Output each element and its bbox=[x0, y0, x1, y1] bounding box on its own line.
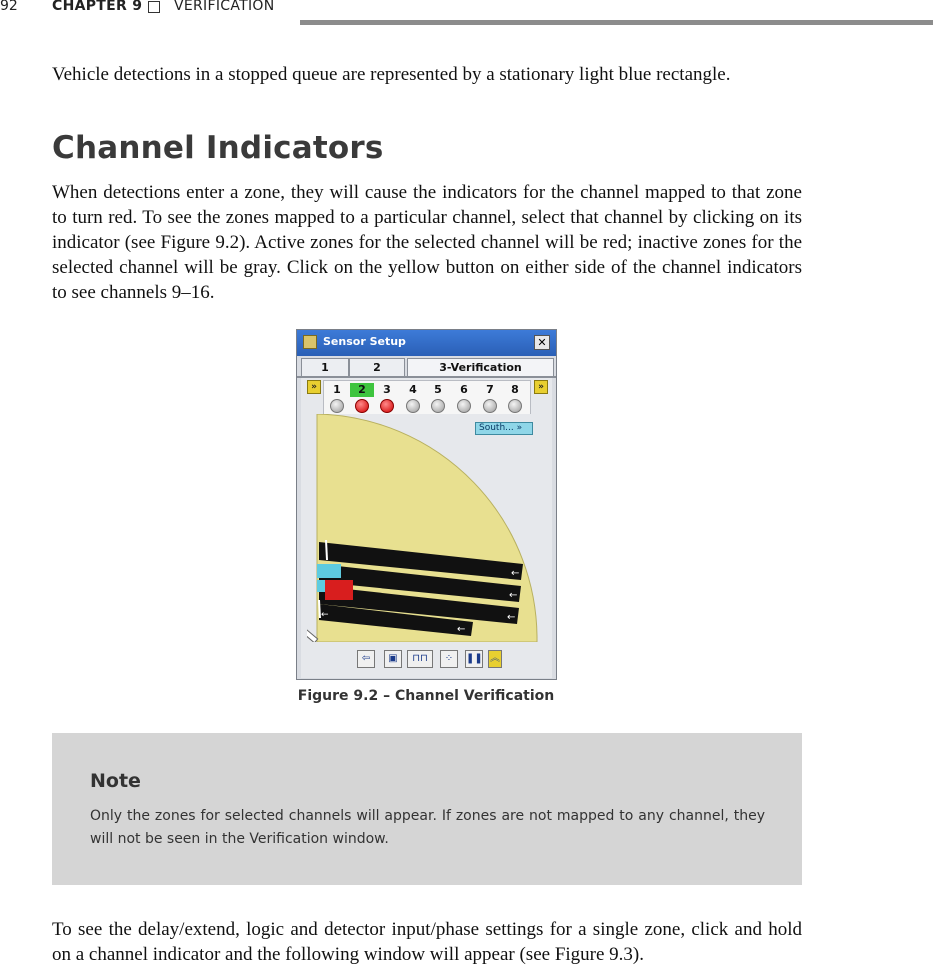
channel-6-led-icon bbox=[457, 399, 471, 413]
waveform-icon[interactable]: ⊓⊓ bbox=[407, 650, 433, 668]
channel-2-indicator[interactable] bbox=[350, 383, 374, 415]
section-heading: Channel Indicators bbox=[52, 130, 384, 166]
channel-1-led-icon bbox=[330, 399, 344, 413]
channel-7-label: 7 bbox=[486, 383, 494, 396]
save-icon[interactable]: ▣ bbox=[384, 650, 402, 668]
channel-7-led-icon bbox=[483, 399, 497, 413]
channel-4-indicator[interactable] bbox=[401, 383, 425, 415]
channel-3-led-icon bbox=[380, 399, 394, 413]
lane-1-arrow-icon: ← bbox=[511, 568, 520, 579]
channel-8-indicator[interactable] bbox=[503, 383, 527, 415]
channel-8-led-icon bbox=[508, 399, 522, 413]
channel-6-label: 6 bbox=[460, 383, 468, 396]
window-titlebar bbox=[297, 330, 556, 356]
separator-box-icon bbox=[148, 1, 160, 13]
lane-4-left-arrow-icon: ← bbox=[321, 610, 329, 620]
tab-2[interactable]: 2 bbox=[349, 358, 405, 376]
channel-7-indicator[interactable] bbox=[478, 383, 502, 415]
queue-detection-lane-1 bbox=[317, 564, 341, 578]
channel-page-right-button[interactable]: » bbox=[534, 380, 548, 394]
radar-view bbox=[307, 414, 549, 642]
note-box bbox=[52, 733, 802, 885]
channel-page-left-button[interactable]: » bbox=[307, 380, 321, 394]
figure-caption-text: Figure 9.2 – Channel Verification bbox=[297, 688, 555, 704]
active-detection-lane-2 bbox=[325, 580, 353, 600]
chevron-icon[interactable]: ︽ bbox=[488, 650, 502, 668]
channel-1-indicator[interactable] bbox=[325, 383, 349, 415]
body-paragraph: When detections enter a zone, they will cause the indicators for the channel mapped to that zone to turn red. To see the zones mapped to a particular channel, select that channel by clicking on its indicator (see Figure 9.2). Active zones for the selected channel will be red; inactive zones for the selected channel will be gray. Click on the yellow button on either side of the channel indicators to see channels 9–16. bbox=[52, 182, 802, 303]
channel-6-indicator[interactable] bbox=[452, 383, 476, 415]
page-header bbox=[0, 0, 933, 24]
grid-icon[interactable]: ⁘ bbox=[440, 650, 458, 668]
lane-2-arrow-icon: ← bbox=[509, 590, 518, 601]
channel-3-indicator[interactable] bbox=[375, 383, 399, 415]
channel-5-led-icon bbox=[431, 399, 445, 413]
stop-bar-2 bbox=[319, 600, 320, 618]
channel-3-label: 3 bbox=[383, 383, 391, 396]
note-text: Only the zones for selected channels will appear. If zones are not mapped to any channel, they will not be seen in the Verification window. bbox=[90, 808, 765, 847]
tab-verification[interactable]: 3-Verification bbox=[407, 358, 554, 376]
radar-view-graphic bbox=[307, 414, 549, 642]
bottom-toolbar bbox=[357, 648, 507, 670]
channel-indicator-row bbox=[323, 380, 531, 416]
app-icon bbox=[303, 335, 317, 349]
page-number: 92 bbox=[0, 0, 18, 14]
back-arrow-icon[interactable]: ⇦ bbox=[357, 650, 375, 668]
figure-sensor-setup-window bbox=[296, 329, 557, 680]
channel-4-led-icon bbox=[406, 399, 420, 413]
window-title: Sensor Setup bbox=[323, 335, 406, 348]
channel-4-label: 4 bbox=[409, 383, 417, 396]
stop-bar-1 bbox=[326, 540, 327, 560]
lane-3-arrow-icon: ← bbox=[507, 612, 516, 623]
sensor-icon bbox=[307, 630, 318, 642]
channel-2-label: 2 bbox=[350, 383, 374, 397]
lane-4-arrow-icon: ← bbox=[457, 624, 466, 635]
closing-paragraph: To see the delay/extend, logic and detector input/phase settings for a single zone, click and hold on a channel indicator and the following window will appear (see Figure 9.3). bbox=[52, 919, 802, 965]
header-rule bbox=[300, 20, 933, 25]
pause-icon[interactable]: ❚❚ bbox=[465, 650, 483, 668]
direction-button[interactable]: South... » bbox=[475, 422, 533, 435]
channel-1-label: 1 bbox=[333, 383, 341, 396]
figure-caption bbox=[0, 688, 852, 704]
chapter-label: CHAPTER 9 bbox=[52, 0, 143, 14]
channel-5-label: 5 bbox=[434, 383, 442, 396]
tab-1[interactable]: 1 bbox=[301, 358, 349, 376]
channel-8-label: 8 bbox=[511, 383, 519, 396]
channel-5-indicator[interactable] bbox=[426, 383, 450, 415]
section-label: VERIFICATION bbox=[174, 0, 275, 14]
channel-2-led-icon bbox=[355, 399, 369, 413]
intro-paragraph: Vehicle detections in a stopped queue are represented by a stationary light blue rectangle. bbox=[52, 64, 731, 85]
note-title: Note bbox=[90, 770, 141, 792]
close-button[interactable]: ✕ bbox=[534, 335, 550, 350]
